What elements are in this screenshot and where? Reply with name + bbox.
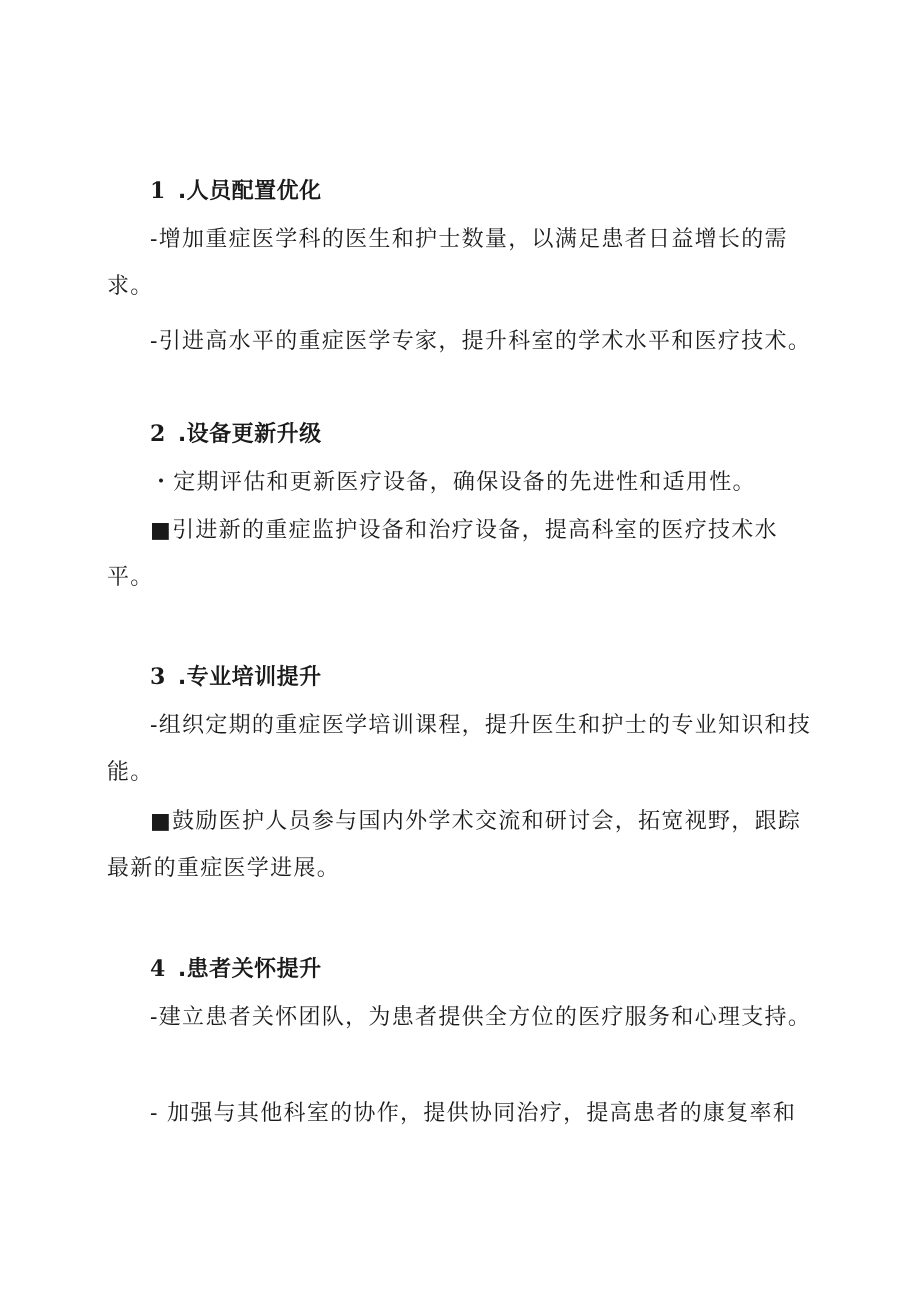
section-2-item-2: ■引进新的重症监护设备和治疗设备，提高科室的医疗技术水平。	[107, 518, 778, 590]
section-2-number: 2	[150, 421, 166, 447]
section-4-title: .患者关怀提升	[177, 957, 322, 982]
section-3-item-2: ■鼓励医护人员参与国内外学术交流和研讨会，拓宽视野，跟踪最新的重症医学进展。	[107, 809, 802, 881]
section-3-title: .专业培训提升	[177, 665, 322, 690]
section-2-title: .设备更新升级	[177, 422, 322, 447]
section-1-item-1: -增加重症医学科的医生和护士数量，以满足患者日益增长的需求。	[107, 227, 788, 299]
section-1-item-2: -引进高水平的重症医学专家，提升科室的学术水平和医疗技术。	[150, 329, 812, 354]
section-2-heading	[150, 419, 322, 450]
section-1-heading	[150, 176, 322, 207]
section-4-item-2: - 加强与其他科室的协作，提供协同治疗，提高患者的康复率和	[150, 1101, 797, 1126]
section-3-number: 3	[150, 664, 166, 690]
section-4-item-1: -建立患者关怀团队，为患者提供全方位的医疗服务和心理支持。	[150, 1005, 812, 1030]
section-4-number: 4	[150, 956, 166, 982]
section-1-title: .人员配置优化	[177, 179, 322, 204]
section-2-item-1: ・定期评估和更新医疗设备，确保设备的先进性和适用性。	[150, 470, 756, 495]
section-4-heading	[150, 954, 322, 985]
section-1-number: 1	[150, 178, 166, 204]
section-3-heading	[150, 662, 322, 693]
section-3-item-1: -组织定期的重症医学培训课程，提升医生和护士的专业知识和技能。	[107, 713, 812, 785]
